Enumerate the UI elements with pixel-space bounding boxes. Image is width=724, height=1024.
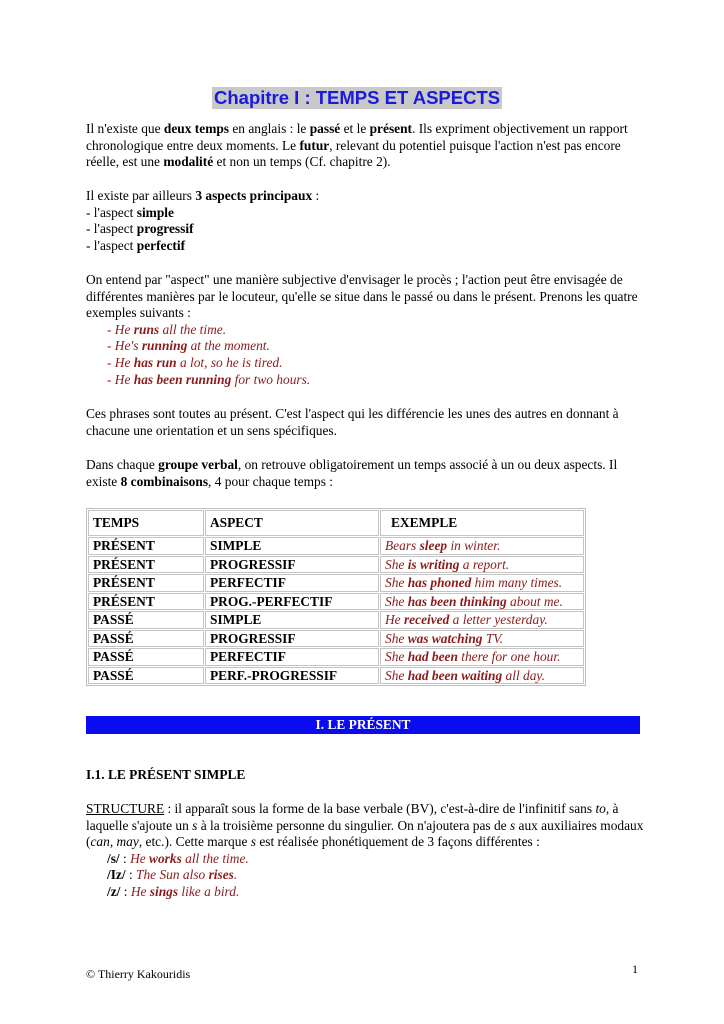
cell-exemple	[380, 611, 584, 629]
cell-exemple	[380, 667, 584, 685]
bold-text: présent	[369, 121, 413, 136]
text: - l'aspect	[86, 221, 137, 237]
bold-text: passé	[309, 121, 341, 136]
text: a letter yesterday.	[449, 612, 548, 627]
text: a lot, so he is tired.	[176, 354, 283, 370]
bold-text: had been waiting	[407, 667, 503, 683]
bold-text: works	[149, 850, 182, 866]
text: about me.	[506, 593, 563, 609]
bold-text: sings	[149, 883, 179, 899]
bold-text: has phoned	[407, 575, 472, 590]
cell-aspect: PROGRESSIF	[205, 630, 379, 648]
text: at the moment.	[187, 338, 270, 354]
text: Il n'existe que	[86, 121, 164, 136]
text: aux auxiliaires modaux (	[86, 817, 644, 850]
cell-aspect: PROGRESSIF	[205, 556, 379, 574]
aspect-conclusion-paragraph: Ces phrases sont toutes au présent. C'est l'aspect qui les différencie les unes des autres en donnant à chacune une orientation et un sens spécifiques.	[86, 406, 619, 438]
text: - He	[107, 371, 134, 387]
cell-aspect: PERFECTIF	[205, 648, 379, 666]
bold-text: has been running	[133, 371, 232, 387]
cell-aspect: PERFECTIF	[205, 574, 379, 592]
cell-aspect: PROG.-PERFECTIF	[205, 593, 379, 611]
table-row	[88, 537, 584, 555]
italic-text: to	[595, 801, 606, 816]
bold-text: simple	[136, 204, 174, 220]
text: Il existe par ailleurs	[86, 188, 196, 203]
text: .	[233, 867, 238, 883]
text: He	[130, 850, 150, 866]
example-line	[86, 338, 646, 355]
intro-paragraph	[86, 121, 646, 171]
text: She	[385, 575, 408, 590]
list-item	[86, 205, 646, 222]
text: et non un temps (Cf. chapitre 2).	[213, 154, 391, 170]
bold-text: runs	[133, 321, 160, 337]
subsection-heading: I.1. LE PRÉSENT SIMPLE	[86, 767, 246, 782]
bold-text: deux temps	[163, 121, 230, 136]
cell-exemple	[380, 537, 584, 555]
text: : il apparaît sous la forme de la base verbale (BV), c'est-à-dire de l'infinitif sans	[164, 801, 596, 816]
text: et le	[340, 121, 370, 136]
cell-temps: PASSÉ	[88, 611, 204, 629]
text: She	[385, 667, 408, 683]
cell-temps: PRÉSENT	[88, 556, 204, 574]
cell-exemple	[380, 648, 584, 666]
example	[136, 867, 237, 882]
text: - l'aspect	[86, 237, 137, 253]
bold-text: sleep	[419, 538, 448, 553]
bold-text: has run	[133, 354, 177, 370]
text: - l'aspect	[86, 204, 137, 220]
bold-text: progressif	[136, 221, 194, 237]
text: est réalisée phonétiquement de 3 façons différentes :	[255, 834, 540, 850]
bold-text: rises	[208, 867, 234, 883]
cell-temps: PASSÉ	[88, 630, 204, 648]
text: She	[385, 649, 408, 664]
text: On entend par "aspect" une manière subjective d'envisager le procès ; l'action peut être envisagée de différentes manières par le locuteur, qu'elle se situe dans le passé ou dans le présent. Prenons les quatre exemples suivants :	[86, 272, 638, 321]
text: :	[119, 850, 131, 866]
text: :	[312, 188, 320, 203]
text: , etc.). Cette marque	[138, 834, 251, 850]
text: , on retrouve obligatoirement un temps associé à un ou deux aspects. Il existe	[86, 457, 618, 489]
text: She	[385, 593, 408, 609]
text: en anglais : le	[229, 121, 310, 136]
text: him many times.	[471, 575, 563, 590]
phonetic-sound: /Iz/	[107, 867, 126, 883]
text: She	[385, 556, 408, 572]
phonetic-sound: /s/	[107, 850, 120, 866]
table-row	[88, 648, 584, 666]
italic-text: s	[250, 834, 256, 850]
text: à la troisième personne du singulier. On n'ajoutera pas de	[197, 817, 510, 833]
text: in winter.	[447, 538, 501, 553]
example	[131, 884, 240, 899]
bold-text: perfectif	[136, 237, 186, 253]
text: The Sun also	[136, 867, 209, 883]
text: all the time.	[159, 321, 227, 337]
page-title: Chapitre I : TEMPS ET ASPECTS	[214, 87, 501, 108]
cell-exemple	[380, 574, 584, 592]
bold-text: futur	[299, 137, 330, 153]
table-row	[88, 574, 584, 592]
list-item	[86, 238, 646, 255]
table-row	[88, 667, 584, 685]
header-aspect: ASPECT	[205, 510, 379, 536]
cell-temps: PRÉSENT	[88, 574, 204, 592]
bold-text: 8 combinaisons	[120, 473, 209, 489]
text: He	[130, 883, 150, 899]
list-item	[86, 221, 646, 238]
text: all day.	[502, 667, 545, 683]
cell-temps: PASSÉ	[88, 648, 204, 666]
table-row	[88, 630, 584, 648]
cell-exemple	[380, 630, 584, 648]
text: , relevant du potentiel puisque l'action n'est pas encore réelle, est une	[86, 137, 621, 170]
tense-aspect-table	[86, 508, 586, 686]
example-line	[86, 355, 646, 372]
text: . Ils expriment objectivement un rapport chronologique entre deux moments. Le	[86, 121, 628, 153]
text: :	[120, 883, 131, 899]
table-row	[88, 611, 584, 629]
cell-exemple	[380, 556, 584, 574]
text: :	[125, 867, 137, 883]
table-header-row	[88, 510, 584, 536]
text: She	[385, 630, 408, 646]
header-exemple: EXEMPLE	[380, 510, 584, 536]
header-temps: TEMPS	[88, 510, 204, 536]
bold-text: 3 aspects principaux	[195, 188, 313, 203]
cell-temps: PRÉSENT	[88, 593, 204, 611]
example-line	[86, 322, 646, 339]
text: - He	[107, 321, 134, 337]
cell-aspect: SIMPLE	[205, 537, 379, 555]
bold-text: had been	[407, 649, 458, 664]
cell-temps: PRÉSENT	[88, 537, 204, 555]
bold-text: is writing	[407, 556, 460, 572]
cell-temps: PASSÉ	[88, 667, 204, 685]
text: - He's	[107, 338, 142, 354]
text: all the time.	[181, 850, 249, 866]
bold-text: received	[403, 612, 450, 627]
italic-text: can	[90, 834, 110, 850]
cell-aspect: SIMPLE	[205, 611, 379, 629]
text: ,	[109, 834, 117, 850]
footer-copyright: © Thierry Kakouridis	[86, 967, 191, 981]
italic-text: s	[192, 817, 198, 833]
table-row	[88, 556, 584, 574]
cell-exemple	[380, 593, 584, 611]
sound-line	[86, 867, 646, 884]
table-row	[88, 593, 584, 611]
text: Bears	[385, 538, 420, 553]
phonetic-sound: /z/	[107, 883, 121, 899]
text: He	[385, 612, 404, 627]
text: , à laquelle s'ajoute un	[86, 801, 619, 833]
text: for two hours.	[231, 371, 311, 387]
bold-text: was watching	[407, 630, 483, 646]
aspects-paragraph	[86, 188, 646, 254]
bold-text: has been thinking	[407, 593, 507, 609]
sound-line	[86, 851, 646, 868]
page-number: 1	[632, 962, 638, 976]
text: - He	[107, 354, 134, 370]
text: there for one hour.	[457, 649, 561, 664]
example	[130, 851, 249, 866]
bold-text: modalité	[163, 154, 214, 170]
structure-paragraph	[86, 801, 646, 901]
text: Dans chaque	[86, 457, 159, 472]
bold-text: running	[141, 338, 188, 354]
text: , 4 pour chaque temps :	[208, 473, 333, 489]
text: a report.	[459, 556, 510, 572]
sound-line	[86, 884, 646, 901]
italic-text: s	[509, 817, 516, 833]
section-heading-bar: I. LE PRÉSENT	[86, 716, 640, 734]
text: like a bird.	[178, 883, 240, 899]
structure-label: STRUCTURE	[86, 801, 165, 816]
cell-aspect: PERF.-PROGRESSIF	[205, 667, 379, 685]
combinations-paragraph	[86, 457, 646, 490]
aspect-definition-paragraph	[86, 272, 646, 388]
example-line	[86, 372, 646, 389]
italic-text: may	[116, 834, 139, 850]
bold-text: groupe verbal	[158, 457, 238, 472]
text: TV.	[482, 630, 504, 646]
